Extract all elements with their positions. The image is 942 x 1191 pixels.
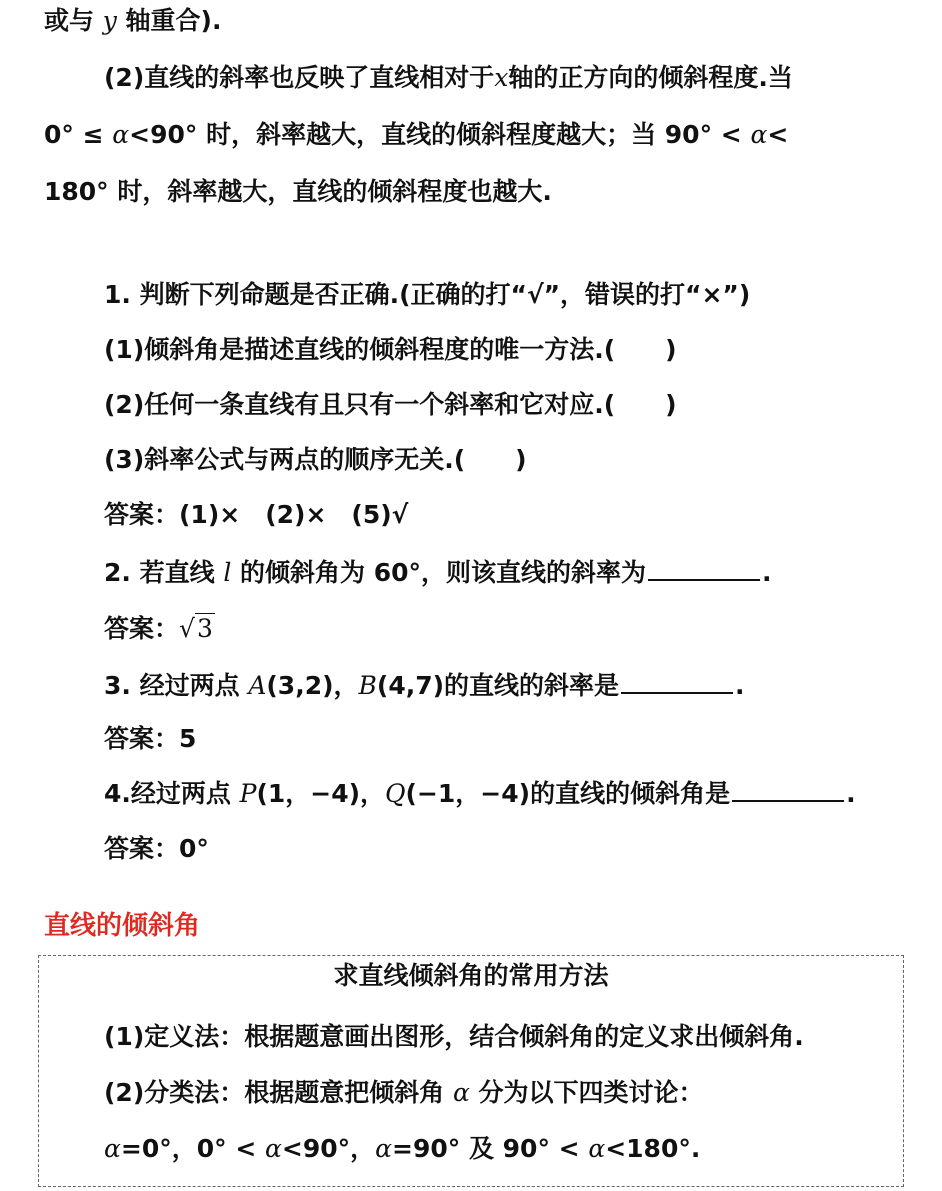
case-text-b: =0°，0° < xyxy=(120,1134,265,1163)
case-text-d: =90° 及 90° < xyxy=(392,1134,589,1163)
answer-2 xyxy=(104,612,215,646)
question-4-mid1: (1，−4)， xyxy=(256,779,386,808)
answer-1: 答案：(1)× (2)× (5)√ xyxy=(104,500,409,529)
var-alpha: α xyxy=(264,1134,282,1163)
methods-box-title: 求直线倾斜角的常用方法 xyxy=(333,961,609,990)
method-cases xyxy=(104,1132,700,1166)
var-alpha: α xyxy=(104,1134,121,1163)
question-4-end: . xyxy=(846,779,856,808)
var-l: l xyxy=(223,558,232,587)
var-alpha: α xyxy=(112,120,130,149)
question-3-mid2: (4,7)的直线的斜率是 xyxy=(376,671,620,700)
intro-p2-tail: 轴的正方向的倾斜程度.当 xyxy=(508,63,793,92)
question-3-mid1: (3,2)， xyxy=(266,671,359,700)
question-1-item-2: (2)任何一条直线有且只有一个斜率和它对应.( ) xyxy=(104,390,677,419)
question-2 xyxy=(104,556,772,590)
intro-p3-a: 0° ≤ xyxy=(44,120,113,149)
answer-blank xyxy=(621,670,733,694)
case-text-e: <180°. xyxy=(605,1134,701,1163)
intro-p3-c: < xyxy=(767,120,789,149)
intro-paragraph-2 xyxy=(104,61,793,95)
point-a: A xyxy=(248,671,267,700)
intro-paragraph-4: 180° 时，斜率越大，直线的倾斜程度也越大. xyxy=(44,177,552,206)
question-1-item-1: (1)倾斜角是描述直线的倾斜程度的唯一方法.( ) xyxy=(104,335,677,364)
intro-line1-text: 或与 xyxy=(44,6,103,35)
intro-line1-tail: 轴重合). xyxy=(116,6,222,35)
question-4-mid2: (−1，−4)的直线的倾斜角是 xyxy=(405,779,731,808)
var-alpha: α xyxy=(375,1134,393,1163)
question-4-head: 4.经过两点 xyxy=(104,779,240,808)
intro-line-1 xyxy=(44,4,221,38)
sqrt-sign: √ xyxy=(179,614,195,643)
question-3-head: 3. 经过两点 xyxy=(104,671,249,700)
answer-4: 答案：0° xyxy=(104,834,209,863)
question-3-end: . xyxy=(735,671,745,700)
sqrt-expression xyxy=(179,613,215,643)
var-y: y xyxy=(102,6,117,35)
question-1: 1. 判断下列命题是否正确.(正确的打“√”，错误的打“×”) xyxy=(104,280,751,309)
var-alpha: α xyxy=(750,120,768,149)
question-2-tail: 的倾斜角为 60°，则该直线的斜率为 xyxy=(231,558,647,587)
method-2-head: (2)分类法：根据题意把倾斜角 xyxy=(104,1078,453,1107)
method-2-tail: 分为以下四类讨论： xyxy=(469,1078,704,1107)
method-1: (1)定义法：根据题意画出图形，结合倾斜角的定义求出倾斜角. xyxy=(104,1022,804,1051)
case-text-c: <90°， xyxy=(281,1134,376,1163)
answer-2-label: 答案： xyxy=(104,614,180,643)
question-4 xyxy=(104,777,856,811)
question-3 xyxy=(104,669,745,703)
question-2-end: . xyxy=(762,558,772,587)
intro-paragraph-3 xyxy=(44,118,788,152)
intro-p3-b: <90° 时，斜率越大，直线的倾斜程度越大；当 90° < xyxy=(129,120,751,149)
answer-3: 答案：5 xyxy=(104,724,197,753)
var-alpha: α xyxy=(452,1078,470,1107)
method-2 xyxy=(104,1076,704,1110)
section-title: 直线的倾斜角 xyxy=(44,911,201,941)
sqrt-radicand: 3 xyxy=(196,614,213,643)
answer-blank xyxy=(732,778,844,802)
question-1-item-3: (3)斜率公式与两点的顺序无关.( ) xyxy=(104,445,527,474)
intro-p2-head: (2)直线的斜率也反映了直线相对于 xyxy=(104,63,495,92)
answer-blank xyxy=(648,557,760,581)
var-alpha: α xyxy=(588,1134,606,1163)
question-2-head: 2. 若直线 xyxy=(104,558,224,587)
point-p: P xyxy=(239,779,257,808)
point-b: B xyxy=(358,671,377,700)
var-x: x xyxy=(494,63,509,92)
point-q: Q xyxy=(385,779,406,808)
